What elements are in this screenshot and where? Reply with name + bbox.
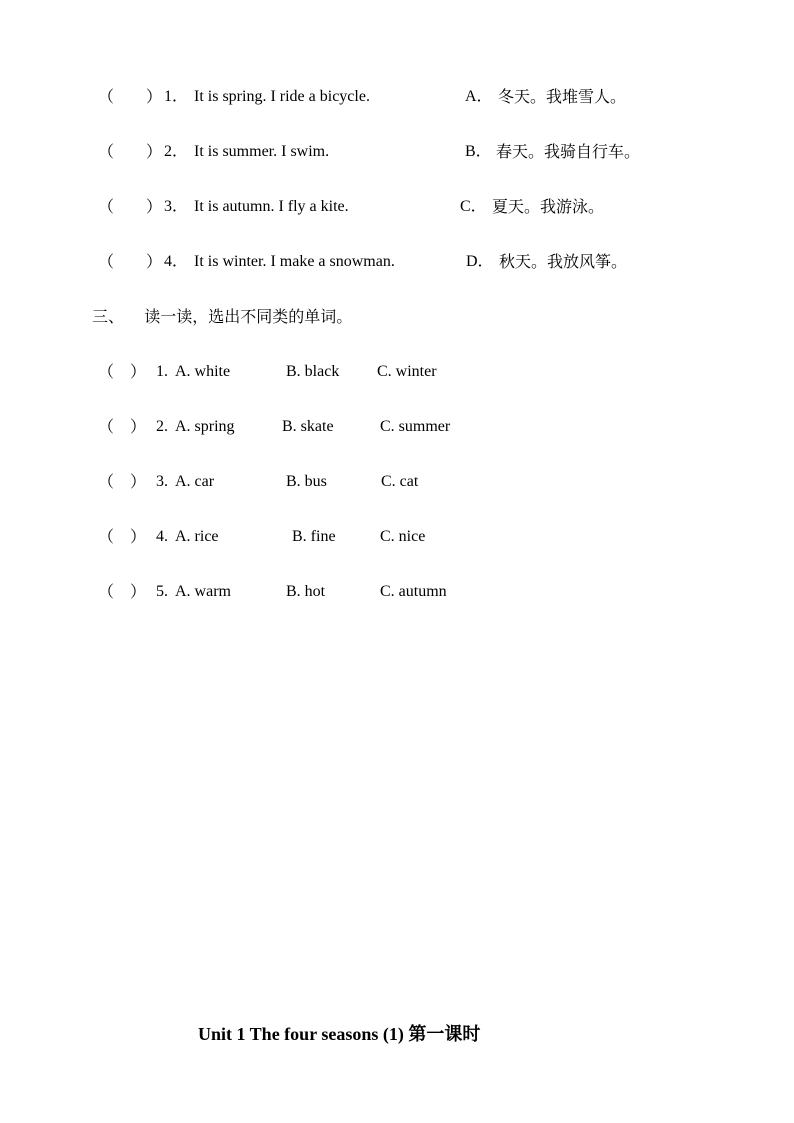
section-3-heading — [92, 307, 352, 327]
option-c: C. cat — [381, 473, 419, 490]
option-c: C. winter — [377, 363, 437, 380]
option-text: 春天。我骑自行车。 — [496, 142, 641, 161]
option-b: B. skate — [282, 418, 334, 435]
item-sentence: It is spring. I ride a bicycle. — [194, 88, 370, 105]
question-number: 2. — [156, 418, 168, 435]
option-a: A. spring — [175, 418, 235, 435]
question-number: 1. — [156, 363, 168, 380]
option-text: 秋天。我放风筝。 — [499, 252, 628, 271]
option-letter: B． — [465, 143, 492, 160]
option-letter: D． — [466, 253, 494, 270]
answer-blank[interactable]: （ ） — [98, 417, 147, 436]
item-sentence: It is autumn. I fly a kite. — [194, 198, 349, 215]
item-sentence: It is winter. I make a snowman. — [194, 253, 395, 270]
answer-blank[interactable]: （ ） — [98, 362, 147, 381]
answer-blank[interactable]: （ ） — [98, 252, 163, 271]
answer-blank[interactable]: （ ） — [98, 472, 147, 491]
section-number: 三、 — [92, 307, 125, 326]
option-b: B. black — [286, 363, 340, 380]
option-c: C. summer — [380, 418, 451, 435]
option-b: B. hot — [286, 583, 326, 600]
item-number: 1． — [164, 88, 189, 105]
answer-blank[interactable]: （ ） — [98, 142, 163, 161]
option-a: A. white — [175, 363, 231, 380]
option-a: A. car — [175, 473, 215, 490]
item-number: 2． — [164, 143, 189, 160]
item-number: 3． — [164, 198, 189, 215]
option-a: A. warm — [175, 583, 231, 600]
lesson-title: Unit 1 The four seasons (1) 第一课时 — [198, 1024, 481, 1044]
option-letter: C． — [460, 198, 487, 215]
question-number: 4. — [156, 528, 168, 545]
option-text: 冬天。我堆雪人。 — [498, 87, 627, 106]
section-title: 读一读，选出不同类的单词。 — [144, 307, 353, 326]
question-number: 3. — [156, 473, 168, 490]
item-number: 4． — [164, 253, 189, 270]
answer-blank[interactable]: （ ） — [98, 87, 163, 106]
option-a: A. rice — [175, 528, 219, 545]
answer-blank[interactable]: （ ） — [98, 197, 163, 216]
item-sentence: It is summer. I swim. — [194, 143, 330, 160]
option-b: B. bus — [286, 473, 327, 490]
answer-blank[interactable]: （ ） — [98, 527, 147, 546]
option-c: C. autumn — [380, 583, 447, 600]
option-b: B. fine — [292, 528, 336, 545]
option-c: C. nice — [380, 528, 426, 545]
question-number: 5. — [156, 583, 168, 600]
option-text: 夏天。我游泳。 — [492, 197, 605, 216]
option-letter: A． — [465, 88, 493, 105]
answer-blank[interactable]: （ ） — [98, 582, 147, 601]
